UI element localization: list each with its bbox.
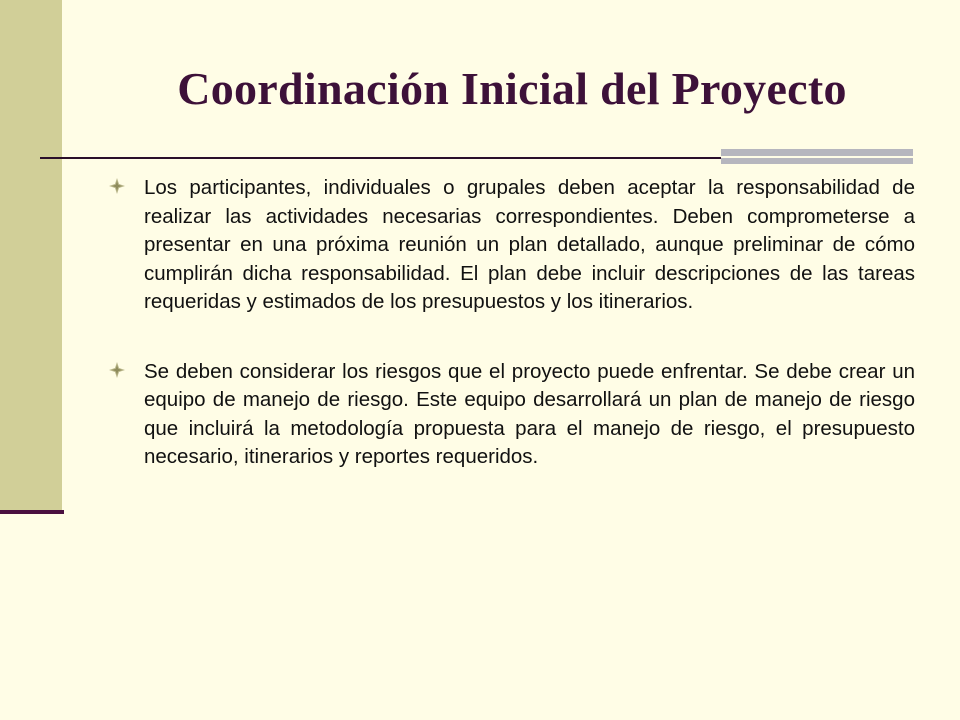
bullet-text: Se deben considerar los riesgos que el proyecto puede enfrentar. Se debe crear un equipo de manejo de riesgo. Este equipo desarrollará un plan de manejo de riesgo que incluirá la metodología propuesta para el manejo de riesgo, el presupuesto necesario, itinerarios y reportes requeridos.	[144, 359, 915, 468]
left-decorative-bar	[0, 0, 62, 510]
bullet-item	[103, 358, 915, 472]
bullet-item	[103, 174, 915, 317]
bullet-text: Los participantes, individuales o grupales deben aceptar la responsabilidad de realizar las actividades necesarias correspondientes. Deben comprometerse a presentar en una próxima reunión un plan detallado, aunque preliminar de cómo cumplirán dicha responsabilidad. El plan debe incluir descripciones de las tareas requeridas y estimados de los presupuestos y los itinerarios.	[144, 176, 915, 313]
title-divider-accent	[721, 149, 913, 164]
left-bar-accent-line	[0, 510, 64, 514]
diamond-bullet-icon	[109, 362, 125, 378]
slide-body	[103, 174, 915, 513]
diamond-bullet-icon	[109, 178, 125, 194]
slide-title: Coordinación Inicial del Proyecto	[177, 63, 847, 114]
